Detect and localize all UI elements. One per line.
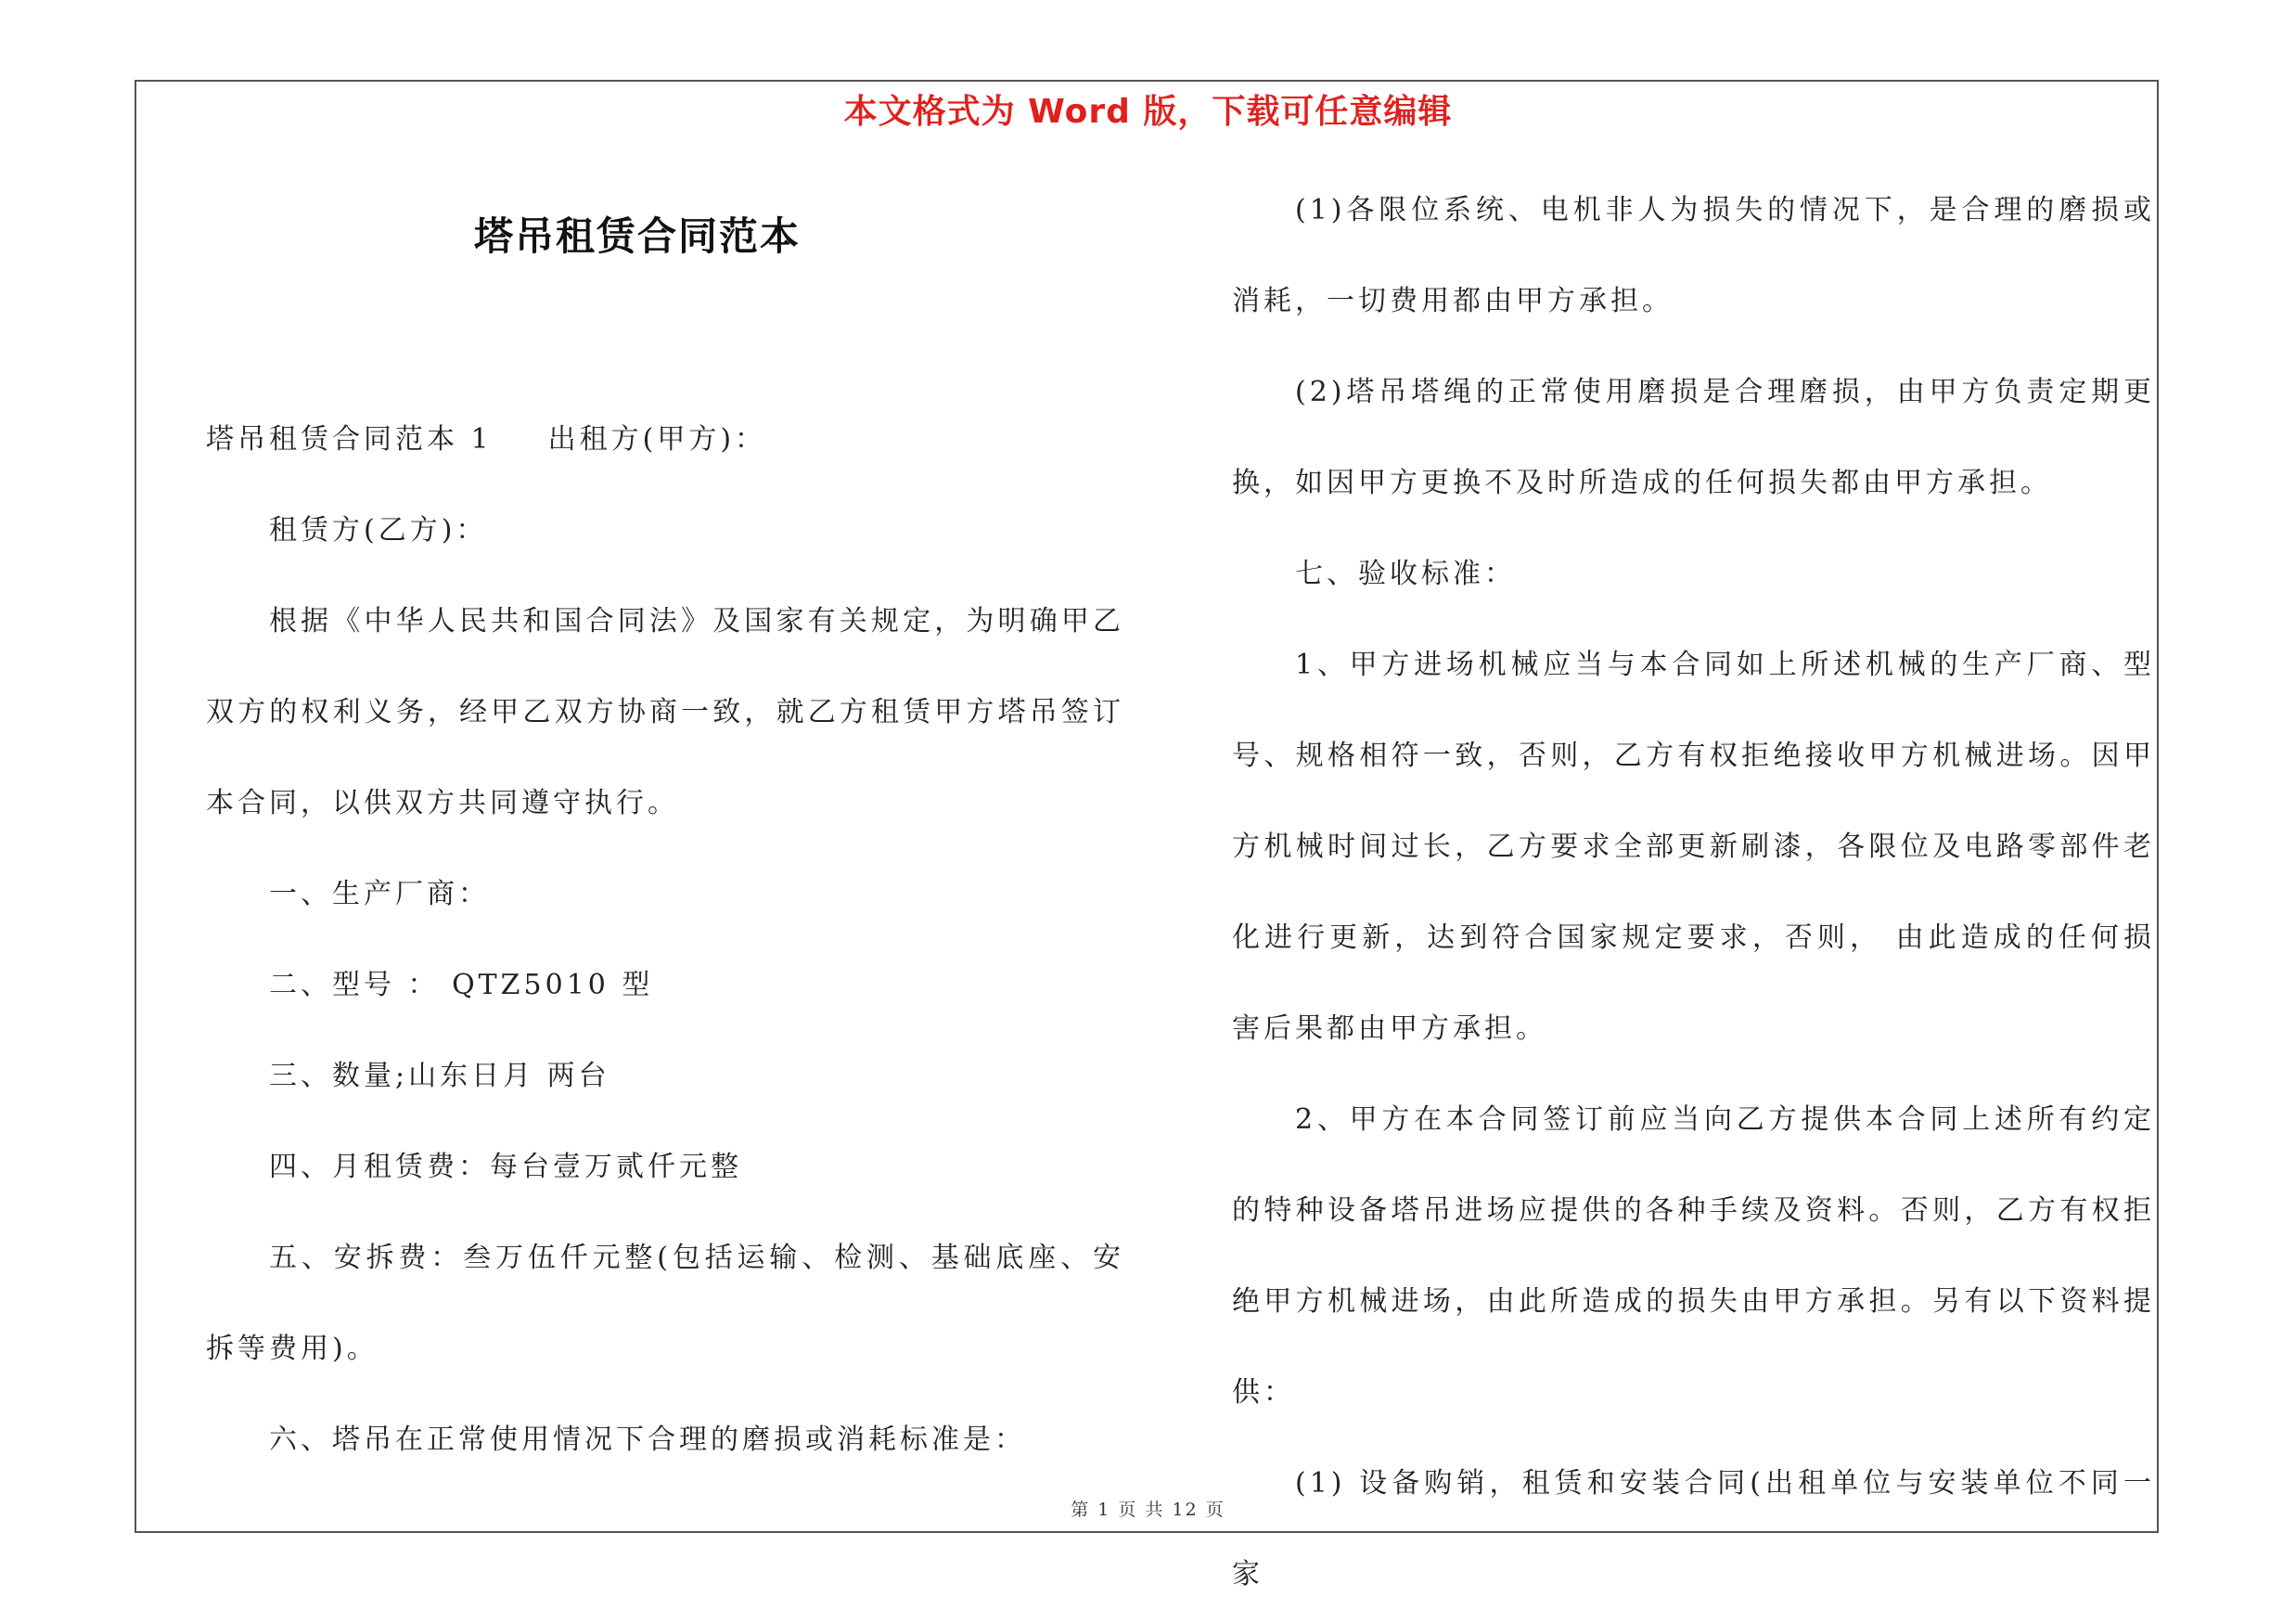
right-column xyxy=(1232,165,2155,1620)
contract-heading-line xyxy=(206,394,1124,485)
lessee-label: 租赁方(乙方)： xyxy=(269,514,488,547)
document-item-1: (1) 设备购销，租赁和安装合同(出租单位与安装单位不同一家 xyxy=(1232,1467,2155,1591)
word-format-banner: 本文格式为 Word 版，下载可任意编辑 xyxy=(843,93,1453,131)
contract-heading: 塔吊租赁合同范本 1 xyxy=(206,423,493,456)
preamble-paragraph: 根据《中华人民共和国合同法》及国家有关规定，为明确甲乙双方的权利义务，经甲乙双方协商一致，就乙方租赁甲方塔吊签订本合同，以供双方共同遵守执行。 xyxy=(206,605,1124,819)
lessor-label: 出租方(甲方)： xyxy=(547,423,767,456)
clause-quantity: 三、数量;山东日月 两台 xyxy=(269,1060,610,1092)
clause-acceptance-standard: 七、验收标准： xyxy=(1295,558,1516,590)
wear-item-2: (2)塔吊塔绳的正常使用磨损是合理磨损，由甲方负责定期更换，如因甲方更换不及时所造成的任何损失都由甲方承担。 xyxy=(1232,376,2155,499)
acceptance-item-1: 1、甲方进场机械应当与本合同如上所述机械的生产厂商、型号、规格相符一致，否则，乙方有权拒绝接收甲方机械进场。因甲方机械时间过长，乙方要求全部更新刷漆，各限位及电路零部件老化进行更新，达到符合国家规定要求，否则， 由此造成的任何损害后果都由甲方承担。 xyxy=(1232,649,2155,1045)
clause-monthly-rent: 四、月租赁费：每台壹万贰仟元整 xyxy=(269,1151,742,1183)
document-title: 塔吊租赁合同范本 xyxy=(473,213,801,259)
clause-manufacturer: 一、生产厂商： xyxy=(269,878,490,910)
clause-wear-standard: 六、塔吊在正常使用情况下合理的磨损或消耗标准是： xyxy=(269,1423,1026,1456)
page-number: 第 1 页 共 12 页 xyxy=(1071,1500,1225,1520)
left-column xyxy=(206,394,1124,1486)
wear-item-1: (1)各限位系统、电机非人为损失的情况下，是合理的磨损或消耗，一切费用都由甲方承担。 xyxy=(1232,194,2155,317)
acceptance-item-2: 2、甲方在本合同签订前应当向乙方提供本合同上述所有约定的特种设备塔吊进场应提供的各种手续及资料。否则，乙方有权拒绝甲方机械进场，由此所造成的损失由甲方承担。另有以下资料提供： xyxy=(1232,1103,2155,1409)
clause-model: 二、型号 ： QTZ5010 型 xyxy=(269,969,654,1001)
clause-installation-fee: 五、安拆费：叁万伍仟元整(包括运输、检测、基础底座、安拆等费用)。 xyxy=(206,1242,1124,1365)
